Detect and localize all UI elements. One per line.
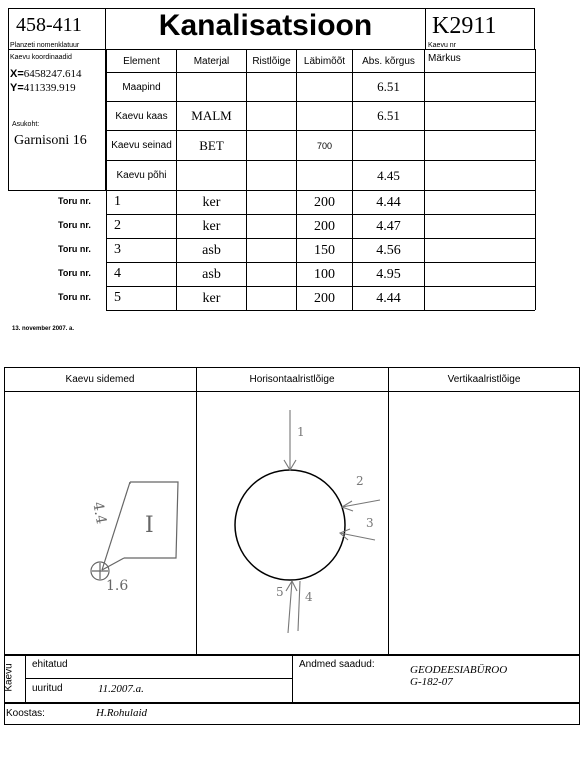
nomenclature-label: Planzeti nomenklatuur xyxy=(10,42,80,49)
sketch-pipe-label-3: 3 xyxy=(366,516,374,530)
pipe-label: Toru nr. xyxy=(58,292,91,302)
pipe-height: 4.47 xyxy=(376,218,401,234)
footer-koostas-value: H.Rohulaid xyxy=(96,707,148,719)
footer-andmed-value1: GEODEESIABÜROO xyxy=(410,664,508,676)
pipe-diameter: 200 xyxy=(314,194,335,210)
pipe-nr: 2 xyxy=(114,218,121,233)
header-element: Element xyxy=(123,55,160,67)
location-value: Garnisoni 16 xyxy=(14,133,87,148)
pipe-label: Toru nr. xyxy=(58,244,91,254)
pipe-height: 4.44 xyxy=(376,290,401,306)
row-height: 4.45 xyxy=(377,167,400,183)
pipe-material: ker xyxy=(202,194,221,210)
header-material: Materjal xyxy=(193,55,230,67)
document-date: 13. november 2007. a. xyxy=(12,326,75,332)
pipe-nr: 3 xyxy=(114,242,121,257)
row-element: Maapind xyxy=(122,81,161,93)
pipe-height: 4.56 xyxy=(376,242,401,258)
pipe-material: ker xyxy=(202,290,221,306)
pipe-height: 4.44 xyxy=(376,194,401,210)
section-connections-title: Kaevu sidemed xyxy=(65,374,135,385)
footer-andmed-label: Andmed saadud: xyxy=(299,659,375,670)
coord-y-label: Y= xyxy=(10,82,24,94)
pipe-diameter: 200 xyxy=(314,218,335,234)
location-label: Asukoht: xyxy=(12,121,40,128)
section-vertical-title: Vertikaalristlõige xyxy=(447,374,521,385)
row-material: BET xyxy=(199,137,224,153)
row-material: MALM xyxy=(191,108,232,123)
pipe-nr: 4 xyxy=(114,266,121,281)
coord-x-label: X= xyxy=(10,68,24,80)
coord-y-value: 411339.919 xyxy=(23,82,76,94)
pipe-nr: 1 xyxy=(114,194,121,209)
footer-kaevu-label: Kaevu xyxy=(3,663,15,692)
pipe-label: Toru nr. xyxy=(58,268,91,278)
pipe-label: Toru nr. xyxy=(58,196,91,206)
footer-ehitatud-label: ehitatud xyxy=(32,659,68,670)
header-diameter: Läbimõõt xyxy=(303,55,346,67)
sketch-pipe-label-4: 4 xyxy=(305,590,313,604)
nomenclature-value: 458-411 xyxy=(16,14,82,36)
footer-andmed-value2: G-182-07 xyxy=(410,676,453,688)
pipe-height: 4.95 xyxy=(376,266,401,282)
pipe-diameter: 100 xyxy=(314,266,335,282)
sketch-left-box-label: I xyxy=(145,513,154,538)
row-element: Kaevu kaas xyxy=(115,110,168,122)
footer-uuritud-value: 11.2007.a. xyxy=(98,683,144,695)
footer-koostas-label: Koostas: xyxy=(6,708,45,719)
pipe-nr: 5 xyxy=(114,290,121,305)
horizontal-section-sketch xyxy=(220,405,385,635)
sketch-pipe-label-1: 1 xyxy=(297,425,305,439)
row-diameter: 700 xyxy=(316,140,333,151)
header-height: Abs. kõrgus xyxy=(362,55,415,67)
sketch-pipe-label-5: 5 xyxy=(276,585,284,599)
pipe-label: Toru nr. xyxy=(58,220,91,230)
page-title: Kanalisatsioon xyxy=(158,9,373,42)
sketch-pipe-label-2: 2 xyxy=(356,474,364,488)
well-number-value: K2911 xyxy=(432,13,497,39)
well-number-label: Kaevu nr xyxy=(428,42,457,49)
pipe-diameter: 200 xyxy=(314,290,335,306)
header-remarks: Märkus xyxy=(428,53,461,64)
coord-x-value: 6458247.614 xyxy=(23,68,82,80)
pipe-diameter: 150 xyxy=(314,242,335,258)
coordinates-label: Kaevu koordinaadid xyxy=(10,54,72,61)
pipe-material: ker xyxy=(202,218,221,234)
section-horizontal-title: Horisontaalristlõige xyxy=(249,374,335,385)
pipe-material: asb xyxy=(202,266,221,282)
koostas-frame xyxy=(4,703,580,725)
row-element: Kaevu seinad xyxy=(111,140,172,151)
pipe-material: asb xyxy=(202,242,221,258)
row-height: 6.51 xyxy=(377,79,400,94)
sketch-left-lower-value: 1.6 xyxy=(106,578,129,594)
sketch-left-upper-value: 4.4 xyxy=(89,500,109,526)
header-section: Ristlõige xyxy=(252,55,291,67)
footer-uuritud-label: uuritud xyxy=(32,683,63,694)
row-height: 6.51 xyxy=(377,108,400,123)
row-element: Kaevu põhi xyxy=(116,170,167,181)
